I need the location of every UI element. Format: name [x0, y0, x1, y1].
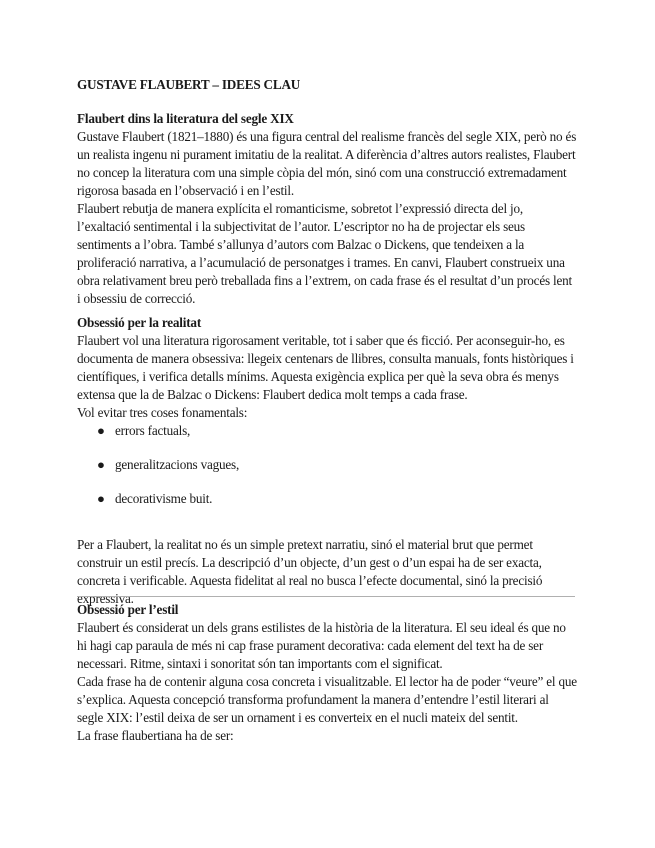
- paragraph: Flaubert rebutja de manera explícita el romanticisme, sobretot l’expressió directa del jo, l’exaltació sentimental i la subjectivitat de l’autor. L’escriptor no ha de projectar els seus sentiments a l’obra. També s’allunya d’autors com Balzac o Dickens, que tendeixen a la proliferació narrativa, a l’acumulació de personatges i trames. En canvi, Flaubert construeix una obra relativament breu però treballada fins a l’extrem, on cada frase és el resultat d’un procés lent i obsessiu de correcció.: [77, 201, 572, 306]
- section-reality-obsession: [77, 314, 577, 608]
- paragraph: Gustave Flaubert (1821–1880) és una figura central del realisme francès del segle XIX, però no és un realista ingenu ni purament imitatiu de la realitat. A diferència d’altres autors realistes, Flaubert no concep la literatura com una simple còpia del món, sinó com una construcció extremadament rigorosa basada en l’observació i en l’estil.: [77, 129, 577, 198]
- section-style-obsession: [77, 601, 577, 745]
- list-item-text: generalitzacions vagues,: [115, 457, 240, 472]
- list-item-text: decorativisme buit.: [115, 491, 213, 506]
- bullet-icon: ●: [97, 423, 105, 438]
- bullet-list: [77, 422, 577, 524]
- spacer: [77, 524, 577, 536]
- section-divider: [77, 596, 575, 597]
- paragraph: Vol evitar tres coses fonamentals:: [77, 405, 248, 420]
- section-heading: Obsessió per l’estil: [77, 602, 179, 617]
- list-item: [77, 490, 577, 524]
- list-item: [77, 422, 577, 456]
- bullet-icon: ●: [97, 491, 105, 506]
- paragraph: Flaubert és considerat un dels grans estilistes de la història de la literatura. El seu ideal és que no hi hagi cap paraula de més ni cap frase purament decorativa: cada element del text ha de ser necessari. Ritme, sintaxi i sonoritat són tan importants com el significat.: [77, 620, 566, 671]
- document-title: GUSTAVE FLAUBERT – IDEES CLAU: [77, 77, 301, 92]
- section-literature-xix: [77, 110, 577, 308]
- paragraph: Per a Flaubert, la realitat no és un simple pretext narratiu, sinó el material brut que permet construir un estil precís. La descripció d’un objecte, d’un gest o d’un espai ha de ser exacta, concreta i verificable. Aquesta fidelitat al real no busca l’efecte documental, sinó la precisió expressiva.: [77, 537, 543, 606]
- section-heading: Flaubert dins la literatura del segle XIX: [77, 111, 294, 126]
- paragraph: La frase flaubertiana ha de ser:: [77, 728, 234, 743]
- section-heading: Obsessió per la realitat: [77, 315, 202, 330]
- list-item: [77, 456, 577, 490]
- paragraph: Flaubert vol una literatura rigorosament veritable, tot i saber que és ficció. Per aconseguir-ho, es documenta de manera obsessiva: llegeix centenars de llibres, consulta manuals, fonts històriques i científiques, i verifica detalls mínims. Aquesta exigència explica per què la seva obra és menys extensa que la de Balzac o Dickens: Flaubert dedica molt temps a cada frase.: [77, 333, 574, 402]
- paragraph: Cada frase ha de contenir alguna cosa concreta i visualitzable. El lector ha de poder “veure” el que s’explica. Aquesta concepció transforma profundament la manera d’entendre l’estil literari al segle XIX: l’estil deixa de ser un ornament i es converteix en el nucli mateix del sentit.: [77, 674, 577, 725]
- list-item-text: errors factuals,: [115, 423, 191, 438]
- bullet-icon: ●: [97, 457, 105, 472]
